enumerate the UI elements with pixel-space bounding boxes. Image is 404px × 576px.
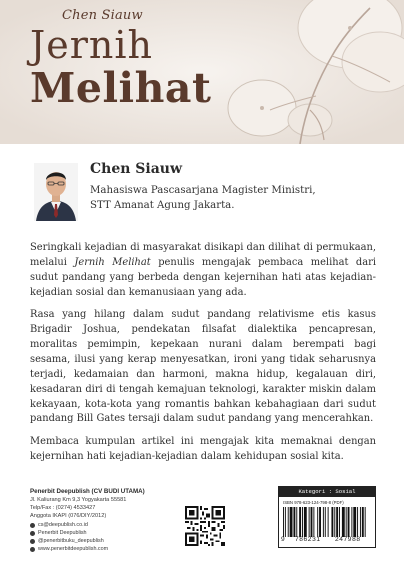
bio-line-2: STT Amanat Agung Jakarta.: [90, 199, 235, 211]
publisher-phone: Telp/Fax : (0274) 4533427: [30, 505, 96, 511]
blurb-p1-text-start: Seringkali kejadian di masyarakat disikapi dan dilihat di permukaan, melalui: [30, 242, 376, 268]
contact-website: [30, 546, 108, 552]
email-icon: [30, 523, 35, 528]
contact-facebook-text: Penerbit Deepublish: [38, 530, 87, 536]
publisher-address: Jl. Kaliurang Km 9,3 Yogyakarta 55581: [30, 497, 127, 503]
contact-website-text: www.penerbitdeepublish.com: [38, 546, 109, 552]
author-photo: [34, 163, 78, 221]
back-cover-blurb: [30, 241, 376, 473]
blurb-p1-italic-title: Jernih Melihat: [74, 256, 151, 268]
facebook-icon: [30, 531, 35, 536]
qr-code: [185, 506, 225, 546]
category-label: Kategori : Sosial: [279, 487, 375, 497]
contact-instagram-text: @penerbitbuku_deepublish: [38, 538, 104, 544]
blurb-paragraph-1: [30, 241, 376, 300]
barcode-bars: [283, 507, 371, 537]
barcode-digits-right: 247988: [335, 536, 361, 543]
isbn-barcode-block: [278, 486, 376, 548]
isbn-label: ISBN 978-623-124-798-8 (PDF): [283, 500, 344, 505]
barcode-digits-left: 786231: [295, 536, 321, 543]
cover-title-line2: Melihat: [30, 64, 212, 112]
bio-description: [90, 184, 380, 214]
cover-author: Chen Siauw: [62, 8, 143, 23]
barcode-digit-first: 9: [281, 536, 285, 543]
blurb-paragraph-3: Membaca kumpulan artikel ini mengajak kita memaknai dengan kejernihan hati kejadian-kejadian dalam kehidupan sosial kita.: [30, 436, 376, 463]
blurb-paragraph-2: Rasa yang hilang dalam sudut pandang relativisme etis kasus Brigadir Joshua, pendekatan filsafat dialektika pencapresan, moralitas pemimpin, kepekaan nurani dalam berempati bagi sesama, ilusi yang kerap menyesatkan, ironi yang tidak seharusnya terjadi, kedamaian dan harmoni, makna hidup, kegalauan diri, kesadaran diri di tengah kemajuan teknologi, karakter miskin dalam kekayaan, kota-kota yang romantis bahkan kebahagiaan dari sudut pandang Bill Gates tersaji dalam sudut pandang yang mencerahkan.: [30, 309, 376, 425]
publisher-name: Penerbit Deepublish (CV BUDI UTAMA): [30, 488, 145, 495]
contact-email: [30, 522, 88, 528]
cover-title-line1: Jernih: [30, 23, 153, 67]
globe-icon: [30, 547, 35, 552]
contact-facebook: [30, 530, 87, 536]
instagram-icon: [30, 539, 35, 544]
blurb-p1-text-end: penulis mengajak pembaca melihat dari sudut pandang yang berbeda dengan kejernihan hati atas kejadian-kejadian sosial dan kemanusiaan yang ada.: [30, 256, 376, 298]
publisher-ikapi: Anggota IKAPI (076/DIY/2012): [30, 513, 107, 519]
bio-author-name: Chen Siauw: [90, 161, 183, 177]
contact-instagram: [30, 538, 104, 544]
contact-email-text: cs@deepublish.co.id: [38, 522, 88, 528]
bio-line-1: Mahasiswa Pascasarjana Magister Ministri,: [90, 185, 316, 196]
